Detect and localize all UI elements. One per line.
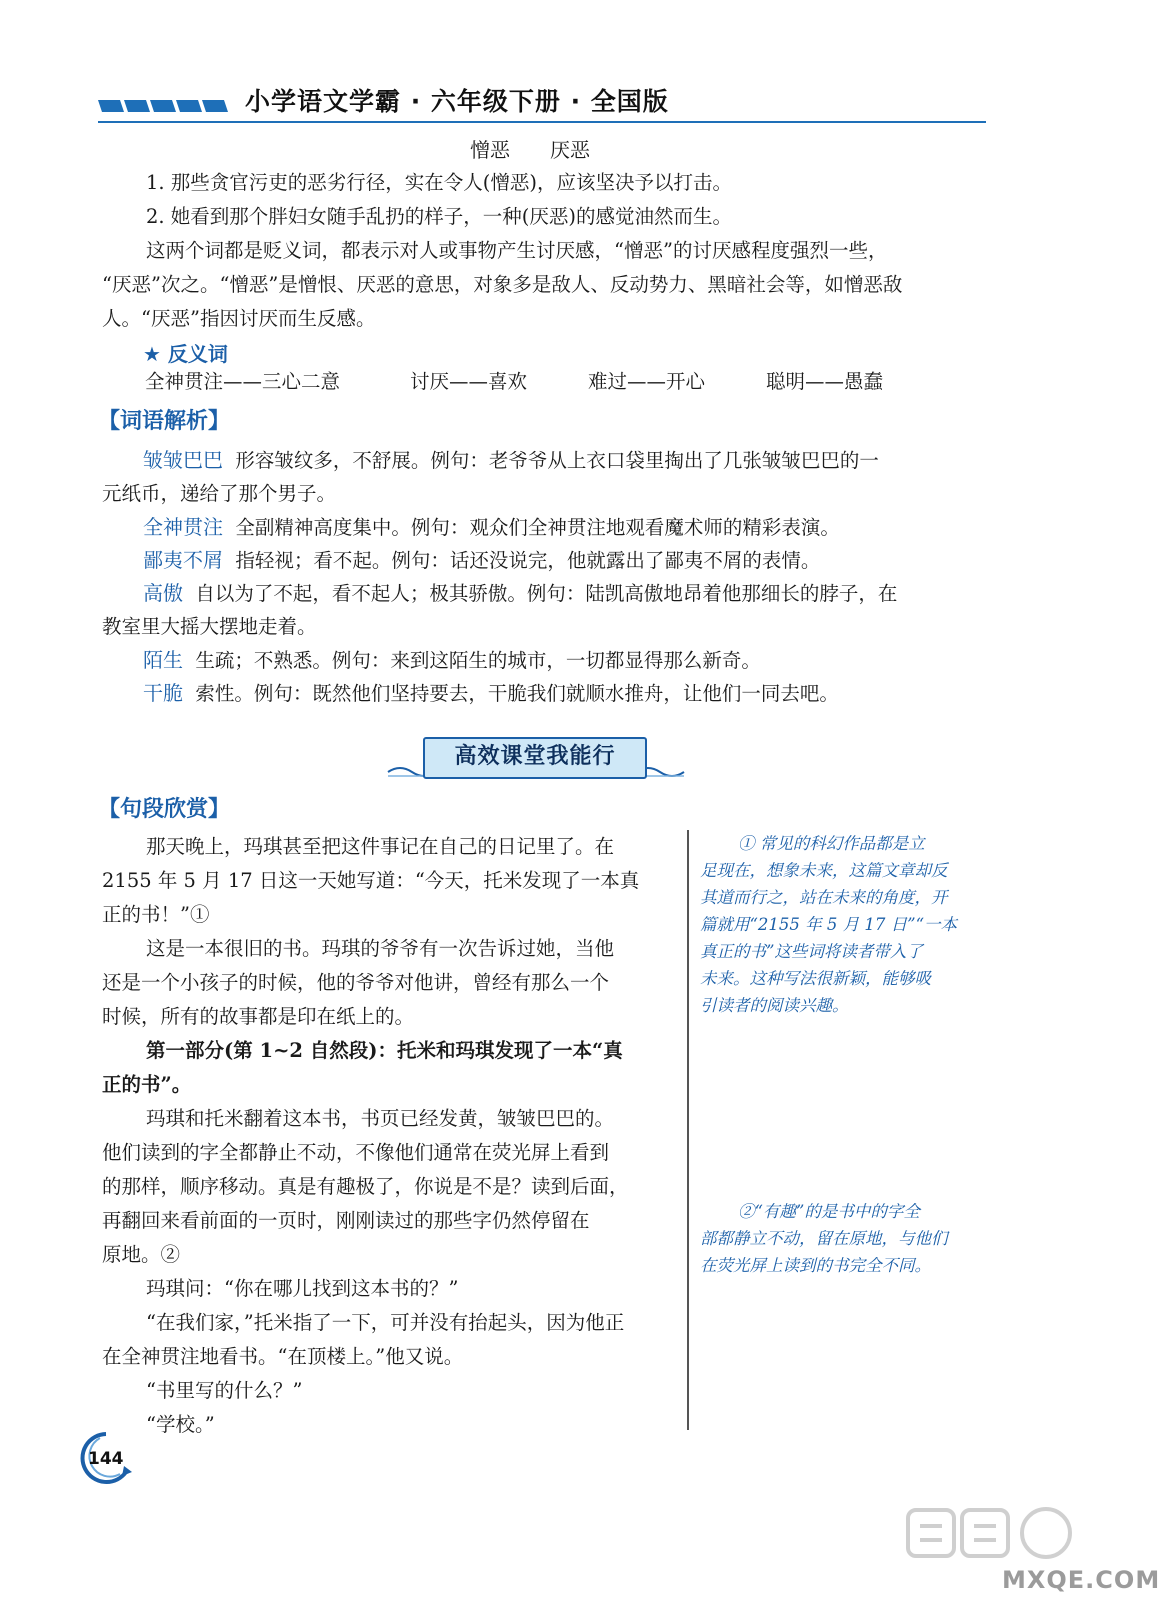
side-note-1-line: 真正的书”这些词将读者带入了 bbox=[700, 942, 923, 961]
reading-line: 玛琪和托米翻着这本书，书页已经发黄，皱皱巴巴的。 bbox=[146, 1107, 615, 1130]
watermark-text: MXQE.COM bbox=[1002, 1566, 1160, 1594]
side-note-2-line: 在荧光屏上读到的书完全不同。 bbox=[700, 1256, 931, 1275]
page-number: 144 bbox=[88, 1449, 124, 1469]
antonyms-heading: ★ 反义词 bbox=[143, 342, 228, 366]
vocab-term: 高傲 bbox=[143, 581, 183, 605]
vocab-term: 皱皱巴巴 bbox=[143, 448, 223, 472]
reading-line: 的那样，顺序移动。真是有趣极了，你说是不是？读到后面， bbox=[102, 1175, 629, 1198]
vocab-term: 陌生 bbox=[143, 648, 183, 672]
reading-line: 在全神贯注地看书。“在顶楼上。”他又说。 bbox=[102, 1345, 464, 1368]
vocab-term: 全神贯注 bbox=[143, 515, 223, 539]
compare-explain-2: “厌恶”次之。“憎恶”是憎恨、厌恶的意思，对象多是敌人、反动势力、黑暗社会等，如憎恶敌 bbox=[102, 273, 903, 296]
header-rule bbox=[98, 121, 986, 123]
vocab-entry-6 bbox=[143, 676, 839, 711]
reading-line: 正的书！”① bbox=[102, 903, 210, 926]
reading-line: “在我们家，”托米指了一下，可并没有抬起头，因为他正 bbox=[146, 1311, 625, 1334]
side-note-1-line: 其道而行之，站在未来的角度，开 bbox=[700, 888, 948, 907]
reading-line: 时候，所有的故事都是印在纸上的。 bbox=[102, 1005, 415, 1028]
antonym-pair-4: 聪明——愚蠢 bbox=[766, 370, 884, 393]
side-note-2-line: ②“有趣”的是书中的字全 bbox=[738, 1202, 920, 1221]
vocab-term: 鄙夷不屑 bbox=[143, 548, 223, 572]
reading-line: 再翻回来看前面的一页时，刚刚读过的那些字仍然停留在 bbox=[102, 1209, 590, 1232]
banner-title: 高效课堂我能行 bbox=[454, 744, 616, 769]
compare-line-1: 1. 那些贪官污吏的恶劣行径，实在令人(憎恶)，应该坚决予以打击。 bbox=[146, 171, 733, 194]
reading-part-summary-cont: 正的书”。 bbox=[102, 1073, 192, 1096]
side-note-1-line: 未来。这种写法很新颖，能够吸 bbox=[700, 969, 931, 988]
side-note-1-line: 足现在，想象未来，这篇文章却反 bbox=[700, 861, 948, 880]
vocab-definition: 生疏；不熟悉。例句：来到这陌生的城市，一切都显得那么新奇。 bbox=[195, 649, 761, 672]
vocab-definition: 全副精神高度集中。例句：观众们全神贯注地观看魔术师的精彩表演。 bbox=[235, 516, 840, 539]
reading-heading: 【句段欣赏】 bbox=[98, 797, 231, 822]
vocab-term: 干脆 bbox=[143, 681, 183, 705]
header-title: 小学语文学霸 · 六年级下册 · 全国版 bbox=[245, 87, 669, 116]
header-decoration-bars bbox=[98, 96, 230, 116]
reading-line: “书里写的什么？” bbox=[146, 1379, 303, 1402]
vocab-entry-1 bbox=[143, 443, 879, 478]
vocab-entry-4 bbox=[143, 576, 897, 611]
side-note-2-line: 部都静立不动，留在原地，与他们 bbox=[700, 1229, 948, 1248]
compare-explain-1: 这两个词都是贬义词，都表示对人或事物产生讨厌感，“憎恶”的讨厌感程度强烈一些， bbox=[146, 239, 888, 262]
antonym-pair-3: 难过——开心 bbox=[588, 370, 706, 393]
compare-heading: 憎恶 厌恶 bbox=[470, 138, 590, 162]
reading-line: 这是一本很旧的书。玛琪的爷爷有一次告诉过她，当他 bbox=[146, 937, 615, 960]
reading-line: 原地。② bbox=[102, 1243, 181, 1266]
reading-line: “学校。” bbox=[146, 1413, 215, 1436]
vocab-entry-4-cont: 教室里大摇大摆地走着。 bbox=[102, 615, 317, 638]
reading-line: 那天晚上，玛琪甚至把这件事记在自己的日记里了。在 bbox=[146, 835, 615, 858]
side-note-1-line: ① 常见的科幻作品都是立 bbox=[738, 834, 925, 853]
vocab-definition: 指轻视；看不起。例句：话还没说完，他就露出了鄙夷不屑的表情。 bbox=[235, 549, 821, 572]
vocab-definition: 形容皱纹多，不舒展。例句：老爷爷从上衣口袋里掏出了几张皱皱巴巴的一 bbox=[235, 449, 879, 472]
reading-line: 2155 年 5 月 17 日这一天她写道：“今天，托米发现了一本真 bbox=[102, 869, 640, 892]
vocab-entry-3 bbox=[143, 543, 820, 578]
reading-line: 玛琪问：“你在哪儿找到这本书的？” bbox=[146, 1277, 459, 1300]
side-note-1-line: 引读者的阅读兴趣。 bbox=[700, 996, 849, 1015]
reading-line: 还是一个小孩子的时候，他的爷爷对他讲，曾经有那么一个 bbox=[102, 971, 610, 994]
vocab-entry-2 bbox=[143, 510, 840, 545]
antonym-pair-1: 全神贯注——三心二意 bbox=[145, 370, 341, 393]
vocab-definition: 索性。例句：既然他们坚持要去，干脆我们就顺水推舟，让他们一同去吧。 bbox=[195, 682, 839, 705]
vocab-entry-1-cont: 元纸币，递给了那个男子。 bbox=[102, 482, 337, 505]
reading-line: 他们读到的字全都静止不动，不像他们通常在荧光屏上看到 bbox=[102, 1141, 610, 1164]
reading-part-summary: 第一部分(第 1~2 自然段)：托米和玛琪发现了一本“真 bbox=[146, 1039, 623, 1062]
column-divider bbox=[687, 830, 689, 1430]
vocab-heading: 【词语解析】 bbox=[98, 409, 231, 434]
antonym-pair-2: 讨厌——喜欢 bbox=[410, 370, 528, 393]
side-note-1-line: 篇就用“2155 年 5 月 17 日”“一本 bbox=[700, 915, 958, 934]
compare-line-2: 2. 她看到那个胖妇女随手乱扔的样子，一种(厌恶)的感觉油然而生。 bbox=[146, 205, 733, 228]
vocab-definition: 自以为了不起，看不起人；极其骄傲。例句：陆凯高傲地昂着他那细长的脖子，在 bbox=[195, 582, 898, 605]
vocab-entry-5 bbox=[143, 643, 761, 678]
compare-explain-3: 人。“厌恶”指因讨厌而生反感。 bbox=[102, 307, 376, 330]
